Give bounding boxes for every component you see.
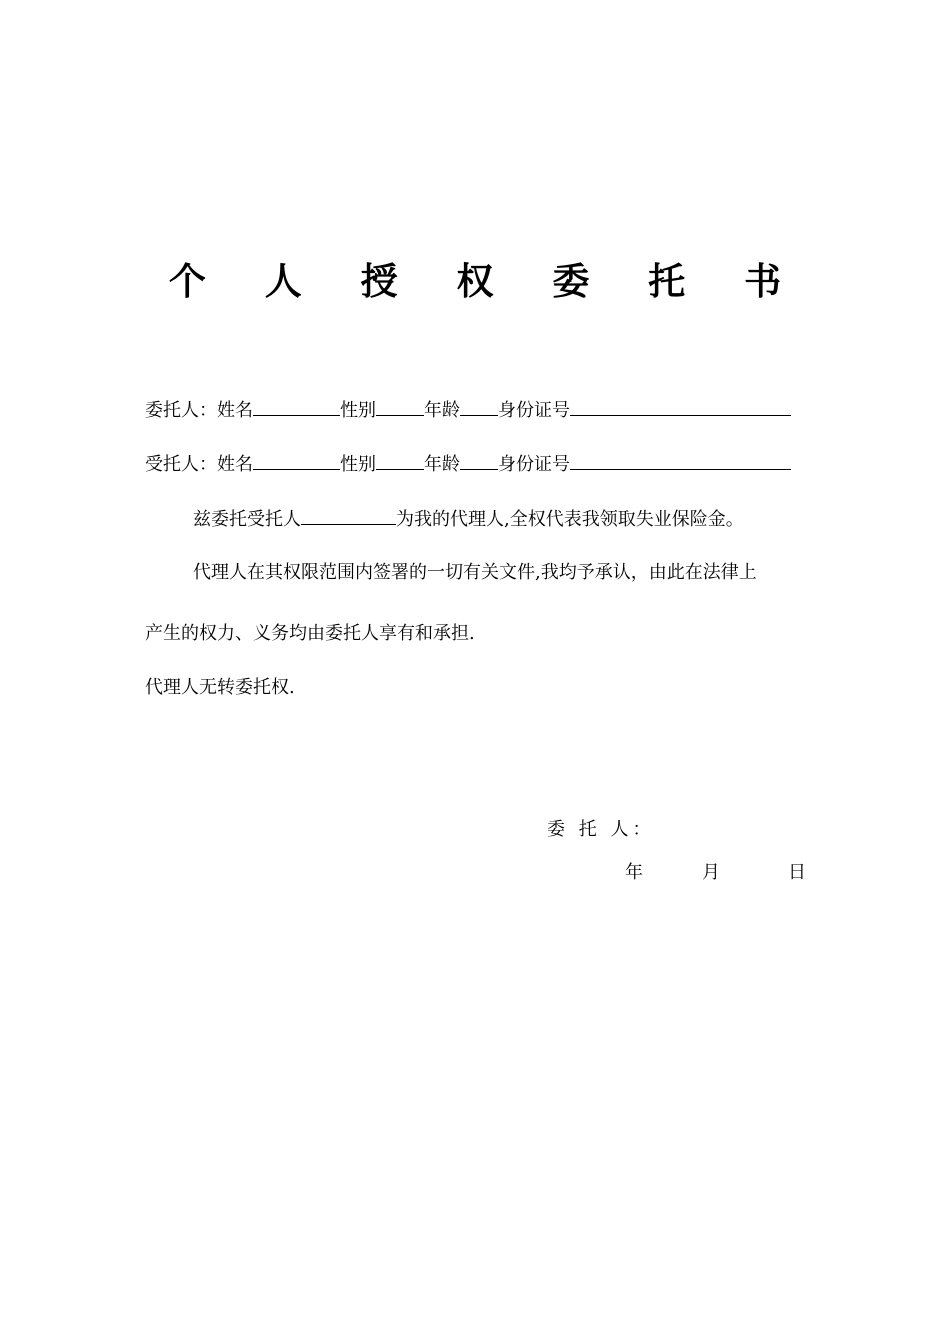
date-year-label: 年 xyxy=(625,862,643,883)
agent-id-blank[interactable] xyxy=(570,452,791,470)
agent-gender-blank[interactable] xyxy=(376,452,424,470)
delegation-paragraph xyxy=(193,507,744,532)
date-day-label: 日 xyxy=(788,862,806,883)
agent-gender-label: 性别 xyxy=(340,454,376,475)
principal-name-label: 委托人：姓名 xyxy=(145,400,253,421)
agent-id-label: 身份证号 xyxy=(498,454,570,475)
principal-id-blank[interactable] xyxy=(570,398,791,416)
delegation-suffix: 为我的代理人,全权代表我领取失业保险金。 xyxy=(396,509,744,530)
delegation-prefix: 兹委托受托人 xyxy=(193,509,301,530)
agent-name-blank[interactable] xyxy=(253,452,340,470)
principal-gender-blank[interactable] xyxy=(376,398,424,416)
document-title: 个 人 授 权 委 托 书 xyxy=(168,259,805,303)
authority-paragraph-line2: 产生的权力、义务均由委托人享有和承担. xyxy=(145,623,475,644)
principal-gender-label: 性别 xyxy=(340,400,376,421)
authority-paragraph-line1: 代理人在其权限范围内签署的一切有关文件,我均予承认，由此在法律上 xyxy=(193,562,757,583)
principal-age-blank[interactable] xyxy=(460,398,498,416)
principal-info-line xyxy=(145,398,791,423)
agent-age-blank[interactable] xyxy=(460,452,498,470)
agent-info-line xyxy=(145,452,791,477)
agent-age-label: 年龄 xyxy=(424,454,460,475)
no-subdelegation-paragraph: 代理人无转委托权. xyxy=(145,677,295,698)
date-month-label: 月 xyxy=(702,862,720,883)
principal-id-label: 身份证号 xyxy=(498,400,570,421)
agent-name-fill-blank[interactable] xyxy=(301,507,396,525)
signature-label: 委 托 人： xyxy=(547,819,655,840)
principal-age-label: 年龄 xyxy=(424,400,460,421)
agent-name-label: 受托人：姓名 xyxy=(145,454,253,475)
principal-name-blank[interactable] xyxy=(253,398,340,416)
